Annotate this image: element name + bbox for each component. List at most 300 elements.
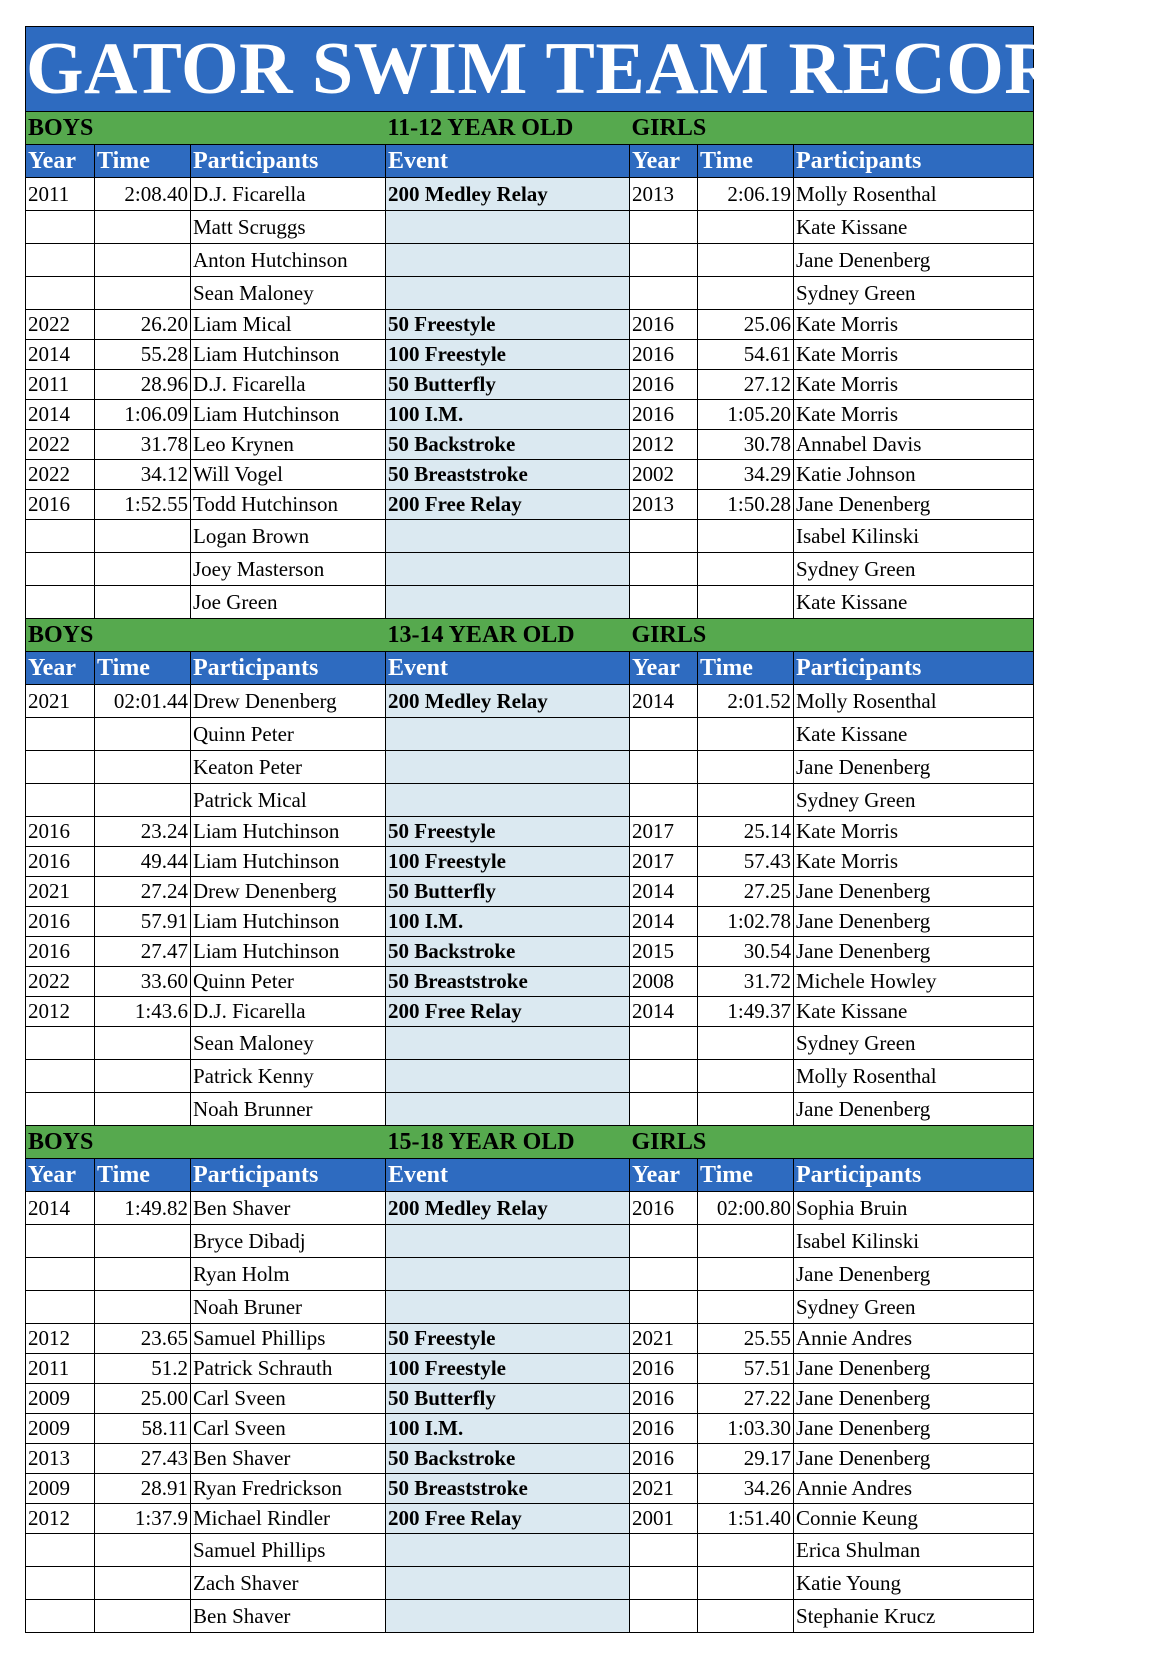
boys-participant: Liam Hutchinson [191, 817, 386, 847]
girls-participant: Jane Denenberg [794, 751, 1034, 784]
boys-time [95, 1225, 191, 1258]
boys-year [26, 1060, 95, 1093]
girls-participant: Jane Denenberg [794, 490, 1034, 520]
girls-year: 2013 [630, 178, 698, 211]
event-name: 50 Butterfly [386, 877, 630, 907]
event-name: 200 Free Relay [386, 1504, 630, 1534]
boys-participant: Carl Sveen [191, 1414, 386, 1444]
col-header-time: Time [698, 145, 794, 178]
boys-time [95, 553, 191, 586]
section-header [26, 619, 1034, 652]
boys-participant: Noah Bruner [191, 1291, 386, 1324]
boys-participant: Samuel Phillips [191, 1534, 386, 1567]
boys-time: 55.28 [95, 340, 191, 370]
girls-time: 27.25 [698, 877, 794, 907]
boys-time: 27.24 [95, 877, 191, 907]
boys-participant: Liam Hutchinson [191, 340, 386, 370]
girls-time: 1:49.37 [698, 997, 794, 1027]
boys-year: 2009 [26, 1414, 95, 1444]
age-group-label: 11-12 YEAR OLD [386, 112, 630, 145]
girls-year [630, 1258, 698, 1291]
girls-year [630, 1027, 698, 1060]
col-header-participants: Participants [794, 145, 1034, 178]
event-name [386, 751, 630, 784]
girls-participant: Stephanie Krucz [794, 1600, 1034, 1633]
table-row [26, 211, 1034, 244]
boys-participant: Sean Maloney [191, 1027, 386, 1060]
girls-time [698, 553, 794, 586]
girls-year [630, 751, 698, 784]
girls-year: 2014 [630, 907, 698, 937]
event-name: 100 Freestyle [386, 847, 630, 877]
boys-time [95, 1027, 191, 1060]
boys-time: 51.2 [95, 1354, 191, 1384]
girls-participant: Jane Denenberg [794, 1093, 1034, 1126]
boys-time [95, 1291, 191, 1324]
girls-participant: Jane Denenberg [794, 937, 1034, 967]
boys-time [95, 277, 191, 310]
col-header-event: Event [386, 1159, 630, 1192]
girls-year: 2013 [630, 490, 698, 520]
girls-time [698, 718, 794, 751]
event-name: 200 Medley Relay [386, 1192, 630, 1225]
girls-time [698, 1567, 794, 1600]
event-name [386, 1600, 630, 1633]
girls-label: GIRLS [630, 1126, 1034, 1159]
event-name [386, 244, 630, 277]
table-row [26, 1567, 1034, 1600]
boys-year: 2016 [26, 490, 95, 520]
boys-time [95, 1567, 191, 1600]
boys-time: 57.91 [95, 907, 191, 937]
girls-time: 30.78 [698, 430, 794, 460]
boys-time: 26.20 [95, 310, 191, 340]
table-row [26, 520, 1034, 553]
boys-year: 2014 [26, 340, 95, 370]
girls-participant: Jane Denenberg [794, 1414, 1034, 1444]
event-name: 50 Breaststroke [386, 1474, 630, 1504]
boys-participant: Noah Brunner [191, 1093, 386, 1126]
boys-year [26, 1291, 95, 1324]
boys-time: 1:49.82 [95, 1192, 191, 1225]
girls-time: 31.72 [698, 967, 794, 997]
girls-participant: Kate Morris [794, 310, 1034, 340]
girls-participant: Michele Howley [794, 967, 1034, 997]
boys-time: 31.78 [95, 430, 191, 460]
girls-time: 34.29 [698, 460, 794, 490]
event-name: 50 Freestyle [386, 310, 630, 340]
col-header-time: Time [95, 1159, 191, 1192]
table-row [26, 1474, 1034, 1504]
boys-participant: D.J. Ficarella [191, 997, 386, 1027]
table-row [26, 490, 1034, 520]
event-name [386, 1093, 630, 1126]
table-row [26, 310, 1034, 340]
boys-participant: Joey Masterson [191, 553, 386, 586]
girls-participant: Molly Rosenthal [794, 178, 1034, 211]
girls-participant: Annie Andres [794, 1474, 1034, 1504]
event-name [386, 520, 630, 553]
col-header-time: Time [698, 652, 794, 685]
boys-participant: Drew Denenberg [191, 685, 386, 718]
table-row [26, 1504, 1034, 1534]
boys-year: 2012 [26, 997, 95, 1027]
event-name: 100 I.M. [386, 1414, 630, 1444]
boys-label: BOYS [26, 1126, 386, 1159]
girls-time [698, 1060, 794, 1093]
table-row [26, 370, 1034, 400]
col-header-year: Year [26, 145, 95, 178]
boys-participant: Liam Hutchinson [191, 937, 386, 967]
boys-year: 2022 [26, 430, 95, 460]
event-name [386, 1291, 630, 1324]
girls-participant: Jane Denenberg [794, 1444, 1034, 1474]
girls-year [630, 586, 698, 619]
event-name: 50 Butterfly [386, 370, 630, 400]
girls-year: 2016 [630, 400, 698, 430]
boys-year: 2014 [26, 400, 95, 430]
girls-participant: Isabel Kilinski [794, 520, 1034, 553]
girls-year: 2014 [630, 877, 698, 907]
table-row [26, 1600, 1034, 1633]
boys-time [95, 1534, 191, 1567]
girls-time: 25.55 [698, 1324, 794, 1354]
boys-year [26, 784, 95, 817]
table-row [26, 817, 1034, 847]
boys-year [26, 211, 95, 244]
boys-participant: Ryan Holm [191, 1258, 386, 1291]
boys-year: 2021 [26, 685, 95, 718]
event-name: 200 Medley Relay [386, 178, 630, 211]
girls-time: 25.14 [698, 817, 794, 847]
girls-time: 2:06.19 [698, 178, 794, 211]
boys-year [26, 1567, 95, 1600]
event-name: 200 Free Relay [386, 490, 630, 520]
table-row [26, 1258, 1034, 1291]
boys-year [26, 1027, 95, 1060]
table-row [26, 847, 1034, 877]
col-header-time: Time [95, 652, 191, 685]
girls-time [698, 586, 794, 619]
col-header-participants: Participants [191, 1159, 386, 1192]
event-name: 50 Backstroke [386, 937, 630, 967]
section-header [26, 1126, 1034, 1159]
girls-year [630, 553, 698, 586]
age-group-label: 15-18 YEAR OLD [386, 1126, 630, 1159]
boys-year: 2011 [26, 1354, 95, 1384]
girls-participant: Kate Morris [794, 370, 1034, 400]
table-row [26, 907, 1034, 937]
girls-time: 02:00.80 [698, 1192, 794, 1225]
event-name [386, 1027, 630, 1060]
girls-participant: Molly Rosenthal [794, 1060, 1034, 1093]
table-row [26, 1060, 1034, 1093]
boys-time [95, 751, 191, 784]
table-row [26, 937, 1034, 967]
boys-participant: Drew Denenberg [191, 877, 386, 907]
girls-time: 54.61 [698, 340, 794, 370]
boys-participant: D.J. Ficarella [191, 178, 386, 211]
event-name: 100 Freestyle [386, 340, 630, 370]
girls-year [630, 244, 698, 277]
girls-year [630, 1567, 698, 1600]
girls-participant: Jane Denenberg [794, 877, 1034, 907]
boys-time: 27.43 [95, 1444, 191, 1474]
column-header-row [26, 145, 1034, 178]
girls-year [630, 1291, 698, 1324]
boys-time [95, 1093, 191, 1126]
boys-time [95, 1060, 191, 1093]
girls-year [630, 718, 698, 751]
girls-year: 2016 [630, 1354, 698, 1384]
table-row [26, 1027, 1034, 1060]
boys-participant: Bryce Dibadj [191, 1225, 386, 1258]
boys-time: 23.65 [95, 1324, 191, 1354]
table-row [26, 784, 1034, 817]
boys-time: 25.00 [95, 1384, 191, 1414]
boys-time: 33.60 [95, 967, 191, 997]
boys-time [95, 586, 191, 619]
girls-participant: Jane Denenberg [794, 907, 1034, 937]
boys-time [95, 244, 191, 277]
boys-participant: Liam Hutchinson [191, 847, 386, 877]
table-row [26, 430, 1034, 460]
table-row [26, 1291, 1034, 1324]
girls-year: 2016 [630, 310, 698, 340]
boys-participant: Quinn Peter [191, 967, 386, 997]
girls-time: 1:02.78 [698, 907, 794, 937]
girls-time [698, 277, 794, 310]
girls-year: 2021 [630, 1324, 698, 1354]
col-header-participants: Participants [794, 1159, 1034, 1192]
girls-participant: Kate Kissane [794, 718, 1034, 751]
boys-time: 27.47 [95, 937, 191, 967]
boys-year [26, 1093, 95, 1126]
event-name [386, 1060, 630, 1093]
boys-year [26, 586, 95, 619]
event-name [386, 718, 630, 751]
table-row [26, 997, 1034, 1027]
table-row [26, 877, 1034, 907]
girls-time [698, 1093, 794, 1126]
girls-time: 1:50.28 [698, 490, 794, 520]
boys-label: BOYS [26, 112, 386, 145]
girls-year: 2014 [630, 997, 698, 1027]
event-name [386, 211, 630, 244]
event-name [386, 1225, 630, 1258]
girls-time [698, 244, 794, 277]
girls-year: 2021 [630, 1474, 698, 1504]
col-header-year: Year [26, 1159, 95, 1192]
col-header-participants: Participants [191, 652, 386, 685]
girls-participant: Annabel Davis [794, 430, 1034, 460]
table-row [26, 1324, 1034, 1354]
col-header-time: Time [698, 1159, 794, 1192]
girls-year: 2012 [630, 430, 698, 460]
boys-year: 2011 [26, 178, 95, 211]
table-row [26, 967, 1034, 997]
col-header-participants: Participants [191, 145, 386, 178]
girls-year: 2014 [630, 685, 698, 718]
boys-participant: Quinn Peter [191, 718, 386, 751]
boys-time [95, 211, 191, 244]
girls-participant: Kate Morris [794, 340, 1034, 370]
boys-participant: Sean Maloney [191, 277, 386, 310]
col-header-time: Time [95, 145, 191, 178]
girls-participant: Kate Kissane [794, 997, 1034, 1027]
boys-time: 34.12 [95, 460, 191, 490]
table-row [26, 553, 1034, 586]
boys-year: 2021 [26, 877, 95, 907]
girls-year [630, 211, 698, 244]
col-header-event: Event [386, 652, 630, 685]
girls-participant: Erica Shulman [794, 1534, 1034, 1567]
girls-time: 2:01.52 [698, 685, 794, 718]
table-row [26, 586, 1034, 619]
boys-year: 2022 [26, 310, 95, 340]
boys-time: 02:01.44 [95, 685, 191, 718]
boys-time [95, 1258, 191, 1291]
event-name: 100 Freestyle [386, 1354, 630, 1384]
girls-year: 2002 [630, 460, 698, 490]
girls-time: 57.51 [698, 1354, 794, 1384]
table-row [26, 751, 1034, 784]
boys-year [26, 718, 95, 751]
girls-year [630, 277, 698, 310]
girls-participant: Isabel Kilinski [794, 1225, 1034, 1258]
girls-time [698, 1027, 794, 1060]
event-name: 50 Butterfly [386, 1384, 630, 1414]
boys-year: 2022 [26, 460, 95, 490]
table-row [26, 1414, 1034, 1444]
table-row [26, 244, 1034, 277]
col-header-year: Year [26, 652, 95, 685]
section-header [26, 112, 1034, 145]
col-header-year: Year [630, 1159, 698, 1192]
girls-year [630, 520, 698, 553]
girls-participant: Jane Denenberg [794, 1384, 1034, 1414]
table-row [26, 1384, 1034, 1414]
table-row [26, 400, 1034, 430]
girls-year [630, 1225, 698, 1258]
girls-year: 2008 [630, 967, 698, 997]
girls-label: GIRLS [630, 112, 1034, 145]
girls-time [698, 1258, 794, 1291]
boys-participant: Todd Hutchinson [191, 490, 386, 520]
girls-participant: Kate Kissane [794, 586, 1034, 619]
table-row [26, 718, 1034, 751]
records-table [25, 26, 1154, 1633]
event-name [386, 784, 630, 817]
event-name [386, 1534, 630, 1567]
girls-participant: Kate Kissane [794, 211, 1034, 244]
girls-time [698, 1534, 794, 1567]
boys-participant: Liam Hutchinson [191, 400, 386, 430]
boys-year [26, 244, 95, 277]
girls-time: 1:03.30 [698, 1414, 794, 1444]
boys-year [26, 1600, 95, 1633]
boys-participant: D.J. Ficarella [191, 370, 386, 400]
table-row [26, 178, 1034, 211]
table-row [26, 1444, 1034, 1474]
boys-time: 1:52.55 [95, 490, 191, 520]
boys-participant: Anton Hutchinson [191, 244, 386, 277]
table-row [26, 685, 1034, 718]
boys-time: 49.44 [95, 847, 191, 877]
girls-participant: Sydney Green [794, 784, 1034, 817]
girls-participant: Connie Keung [794, 1504, 1034, 1534]
boys-participant: Michael Rindler [191, 1504, 386, 1534]
column-header-row [26, 652, 1034, 685]
girls-time: 25.06 [698, 310, 794, 340]
girls-time [698, 211, 794, 244]
col-header-year: Year [630, 145, 698, 178]
boys-participant: Leo Krynen [191, 430, 386, 460]
boys-participant: Will Vogel [191, 460, 386, 490]
boys-participant: Ben Shaver [191, 1600, 386, 1633]
boys-participant: Zach Shaver [191, 1567, 386, 1600]
girls-participant: Sophia Bruin [794, 1192, 1034, 1225]
column-header-row [26, 1159, 1034, 1192]
girls-time: 29.17 [698, 1444, 794, 1474]
girls-time [698, 1600, 794, 1633]
girls-year: 2016 [630, 1444, 698, 1474]
boys-participant: Patrick Schrauth [191, 1354, 386, 1384]
event-name: 200 Free Relay [386, 997, 630, 1027]
girls-time [698, 1225, 794, 1258]
boys-time: 2:08.40 [95, 178, 191, 211]
boys-year: 2009 [26, 1384, 95, 1414]
boys-year: 2016 [26, 817, 95, 847]
girls-time [698, 751, 794, 784]
girls-participant: Jane Denenberg [794, 1258, 1034, 1291]
girls-time: 27.22 [698, 1384, 794, 1414]
girls-year: 2016 [630, 370, 698, 400]
boys-year: 2013 [26, 1444, 95, 1474]
event-name: 50 Freestyle [386, 1324, 630, 1354]
event-name: 50 Freestyle [386, 817, 630, 847]
girls-year [630, 1093, 698, 1126]
girls-participant: Molly Rosenthal [794, 685, 1034, 718]
girls-time [698, 520, 794, 553]
girls-time: 34.26 [698, 1474, 794, 1504]
girls-time: 1:05.20 [698, 400, 794, 430]
boys-year [26, 751, 95, 784]
girls-year [630, 1534, 698, 1567]
age-group-label: 13-14 YEAR OLD [386, 619, 630, 652]
event-name: 50 Backstroke [386, 430, 630, 460]
boys-participant: Keaton Peter [191, 751, 386, 784]
girls-year: 2016 [630, 340, 698, 370]
boys-participant: Patrick Kenny [191, 1060, 386, 1093]
boys-time: 28.96 [95, 370, 191, 400]
girls-year: 2016 [630, 1192, 698, 1225]
boys-participant: Carl Sveen [191, 1384, 386, 1414]
girls-time: 1:51.40 [698, 1504, 794, 1534]
girls-participant: Kate Morris [794, 817, 1034, 847]
col-header-year: Year [630, 652, 698, 685]
event-name [386, 553, 630, 586]
boys-year [26, 553, 95, 586]
girls-participant: Jane Denenberg [794, 244, 1034, 277]
girls-participant: Katie Johnson [794, 460, 1034, 490]
table-row [26, 340, 1034, 370]
table-row [26, 1354, 1034, 1384]
event-name: 50 Breaststroke [386, 460, 630, 490]
col-header-participants: Participants [794, 652, 1034, 685]
event-name: 50 Breaststroke [386, 967, 630, 997]
table-row [26, 277, 1034, 310]
